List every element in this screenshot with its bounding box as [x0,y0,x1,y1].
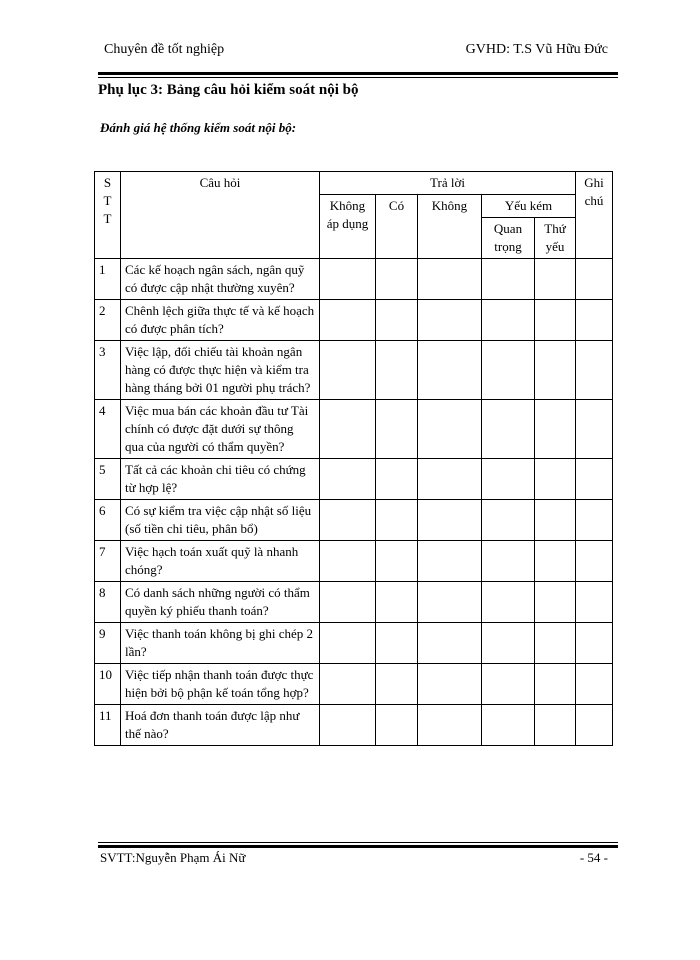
answer-no-cell[interactable] [418,500,482,541]
header-rule-thin [98,77,618,78]
stt-header [95,172,121,259]
section-title: Đánh giá hệ thống kiểm soát nội bộ: [100,120,297,135]
row-number: 5 [95,459,121,500]
row-number: 11 [95,705,121,746]
answer-important-cell[interactable] [482,341,535,400]
header-rule [98,72,618,75]
question-text: Có sự kiểm tra việc cập nhật số liệu (số tiền chi tiêu, phân bổ) [121,500,320,541]
answer-minor-cell[interactable] [535,541,576,582]
answer-important-cell[interactable] [482,664,535,705]
note-cell[interactable] [576,705,613,746]
answer-important-cell[interactable] [482,300,535,341]
answer-not-applicable-cell[interactable] [320,623,376,664]
footer-rule-thin [98,842,618,843]
note-cell[interactable] [576,259,613,300]
answer-minor-cell[interactable] [535,582,576,623]
table-row [95,459,613,500]
table-row [95,705,613,746]
question-text: Có danh sách những người có thẩm quyền ký phiếu thanh toán? [121,582,320,623]
answer-minor-cell[interactable] [535,400,576,459]
note-cell[interactable] [576,300,613,341]
question-text: Việc thanh toán không bị ghi chép 2 lần? [121,623,320,664]
answer-yes-cell[interactable] [376,705,418,746]
table-row [95,341,613,400]
question-text: Tất cả các khoản chi tiêu có chứng từ hợp lệ? [121,459,320,500]
table-row [95,582,613,623]
row-number: 1 [95,259,121,300]
page-number: - 54 - [579,850,608,865]
answer-important-cell[interactable] [482,705,535,746]
answer-no-cell[interactable] [418,300,482,341]
answer-yes-cell[interactable] [376,259,418,300]
answer-yes-cell[interactable] [376,459,418,500]
answer-not-applicable-cell[interactable] [320,705,376,746]
table-row [95,500,613,541]
yes-header: Có [376,195,418,259]
answer-yes-cell[interactable] [376,541,418,582]
note-header-text: Ghi chú [584,175,604,208]
table-row [95,664,613,705]
answer-no-cell[interactable] [418,664,482,705]
header-right-text: GVHD: T.S Vũ Hữu Đức [465,42,608,57]
note-cell[interactable] [576,341,613,400]
no-header: Không [418,195,482,259]
answer-not-applicable-cell[interactable] [320,459,376,500]
answer-no-cell[interactable] [418,341,482,400]
answer-no-cell[interactable] [418,541,482,582]
answer-important-cell[interactable] [482,623,535,664]
note-cell[interactable] [576,664,613,705]
table-row [95,300,613,341]
footer-author: SVTT:Nguyễn Phạm Ái Nữ [100,850,246,865]
answer-minor-cell[interactable] [535,705,576,746]
answer-important-cell[interactable] [482,459,535,500]
answer-not-applicable-cell[interactable] [320,582,376,623]
answer-important-cell[interactable] [482,259,535,300]
answer-important-cell[interactable] [482,400,535,459]
questionnaire-table [94,171,613,746]
question-header: Câu hỏi [121,172,320,259]
table-row [95,259,613,300]
answer-not-applicable-cell[interactable] [320,541,376,582]
header-row-1 [95,172,613,195]
important-header: Quan trọng [482,218,535,259]
answer-no-cell[interactable] [418,582,482,623]
row-number: 9 [95,623,121,664]
question-text: Việc mua bán các khoản đầu tư Tài chính có được đặt dưới sự thông qua của người có thẩm quyền? [121,400,320,459]
answer-not-applicable-cell[interactable] [320,341,376,400]
table-row [95,541,613,582]
note-cell[interactable] [576,623,613,664]
weakness-header: Yếu kém [482,195,576,218]
answer-not-applicable-cell[interactable] [320,259,376,300]
row-number: 4 [95,400,121,459]
note-cell[interactable] [576,459,613,500]
question-text: Việc hạch toán xuất quỹ là nhanh chóng? [121,541,320,582]
answer-minor-cell[interactable] [535,300,576,341]
stt-header-text: S T T [103,175,112,226]
note-cell[interactable] [576,500,613,541]
row-number: 2 [95,300,121,341]
not-applicable-header: Không áp dụng [320,195,376,259]
appendix-title: Phụ lục 3: Bảng câu hỏi kiểm soát nội bộ [98,82,359,98]
answer-header: Trả lời [320,172,576,195]
row-number: 10 [95,664,121,705]
answer-minor-cell[interactable] [535,664,576,705]
footer-rule [98,845,618,848]
note-cell[interactable] [576,582,613,623]
note-cell[interactable] [576,400,613,459]
answer-important-cell[interactable] [482,582,535,623]
answer-minor-cell[interactable] [535,341,576,400]
question-text: Việc lập, đối chiếu tài khoản ngân hàng có được thực hiện và kiểm tra hàng tháng bởi 01 người phụ trách? [121,341,320,400]
answer-no-cell[interactable] [418,259,482,300]
answer-yes-cell[interactable] [376,400,418,459]
row-number: 8 [95,582,121,623]
answer-not-applicable-cell[interactable] [320,300,376,341]
note-header [576,172,613,259]
answer-no-cell[interactable] [418,400,482,459]
table-row [95,400,613,459]
answer-not-applicable-cell[interactable] [320,500,376,541]
answer-important-cell[interactable] [482,500,535,541]
answer-minor-cell[interactable] [535,623,576,664]
answer-yes-cell[interactable] [376,582,418,623]
row-number: 3 [95,341,121,400]
minor-header: Thứ yếu [535,218,576,259]
table-row [95,623,613,664]
answer-yes-cell[interactable] [376,664,418,705]
question-text: Các kế hoạch ngân sách, ngân quỹ có được cập nhật thường xuyên? [121,259,320,300]
row-number: 7 [95,541,121,582]
answer-yes-cell[interactable] [376,623,418,664]
answer-no-cell[interactable] [418,705,482,746]
answer-minor-cell[interactable] [535,459,576,500]
answer-no-cell[interactable] [418,459,482,500]
answer-yes-cell[interactable] [376,341,418,400]
question-text: Hoá đơn thanh toán được lập như thế nào? [121,705,320,746]
note-cell[interactable] [576,541,613,582]
answer-yes-cell[interactable] [376,300,418,341]
answer-minor-cell[interactable] [535,500,576,541]
question-text: Chênh lệch giữa thực tế và kế hoạch có được phân tích? [121,300,320,341]
answer-not-applicable-cell[interactable] [320,664,376,705]
row-number: 6 [95,500,121,541]
answer-no-cell[interactable] [418,623,482,664]
answer-minor-cell[interactable] [535,259,576,300]
answer-yes-cell[interactable] [376,500,418,541]
header-left-text: Chuyên đề tốt nghiệp [104,42,225,57]
question-text: Việc tiếp nhận thanh toán được thực hiện bởi bộ phận kế toán tổng hợp? [121,664,320,705]
answer-not-applicable-cell[interactable] [320,400,376,459]
answer-important-cell[interactable] [482,541,535,582]
